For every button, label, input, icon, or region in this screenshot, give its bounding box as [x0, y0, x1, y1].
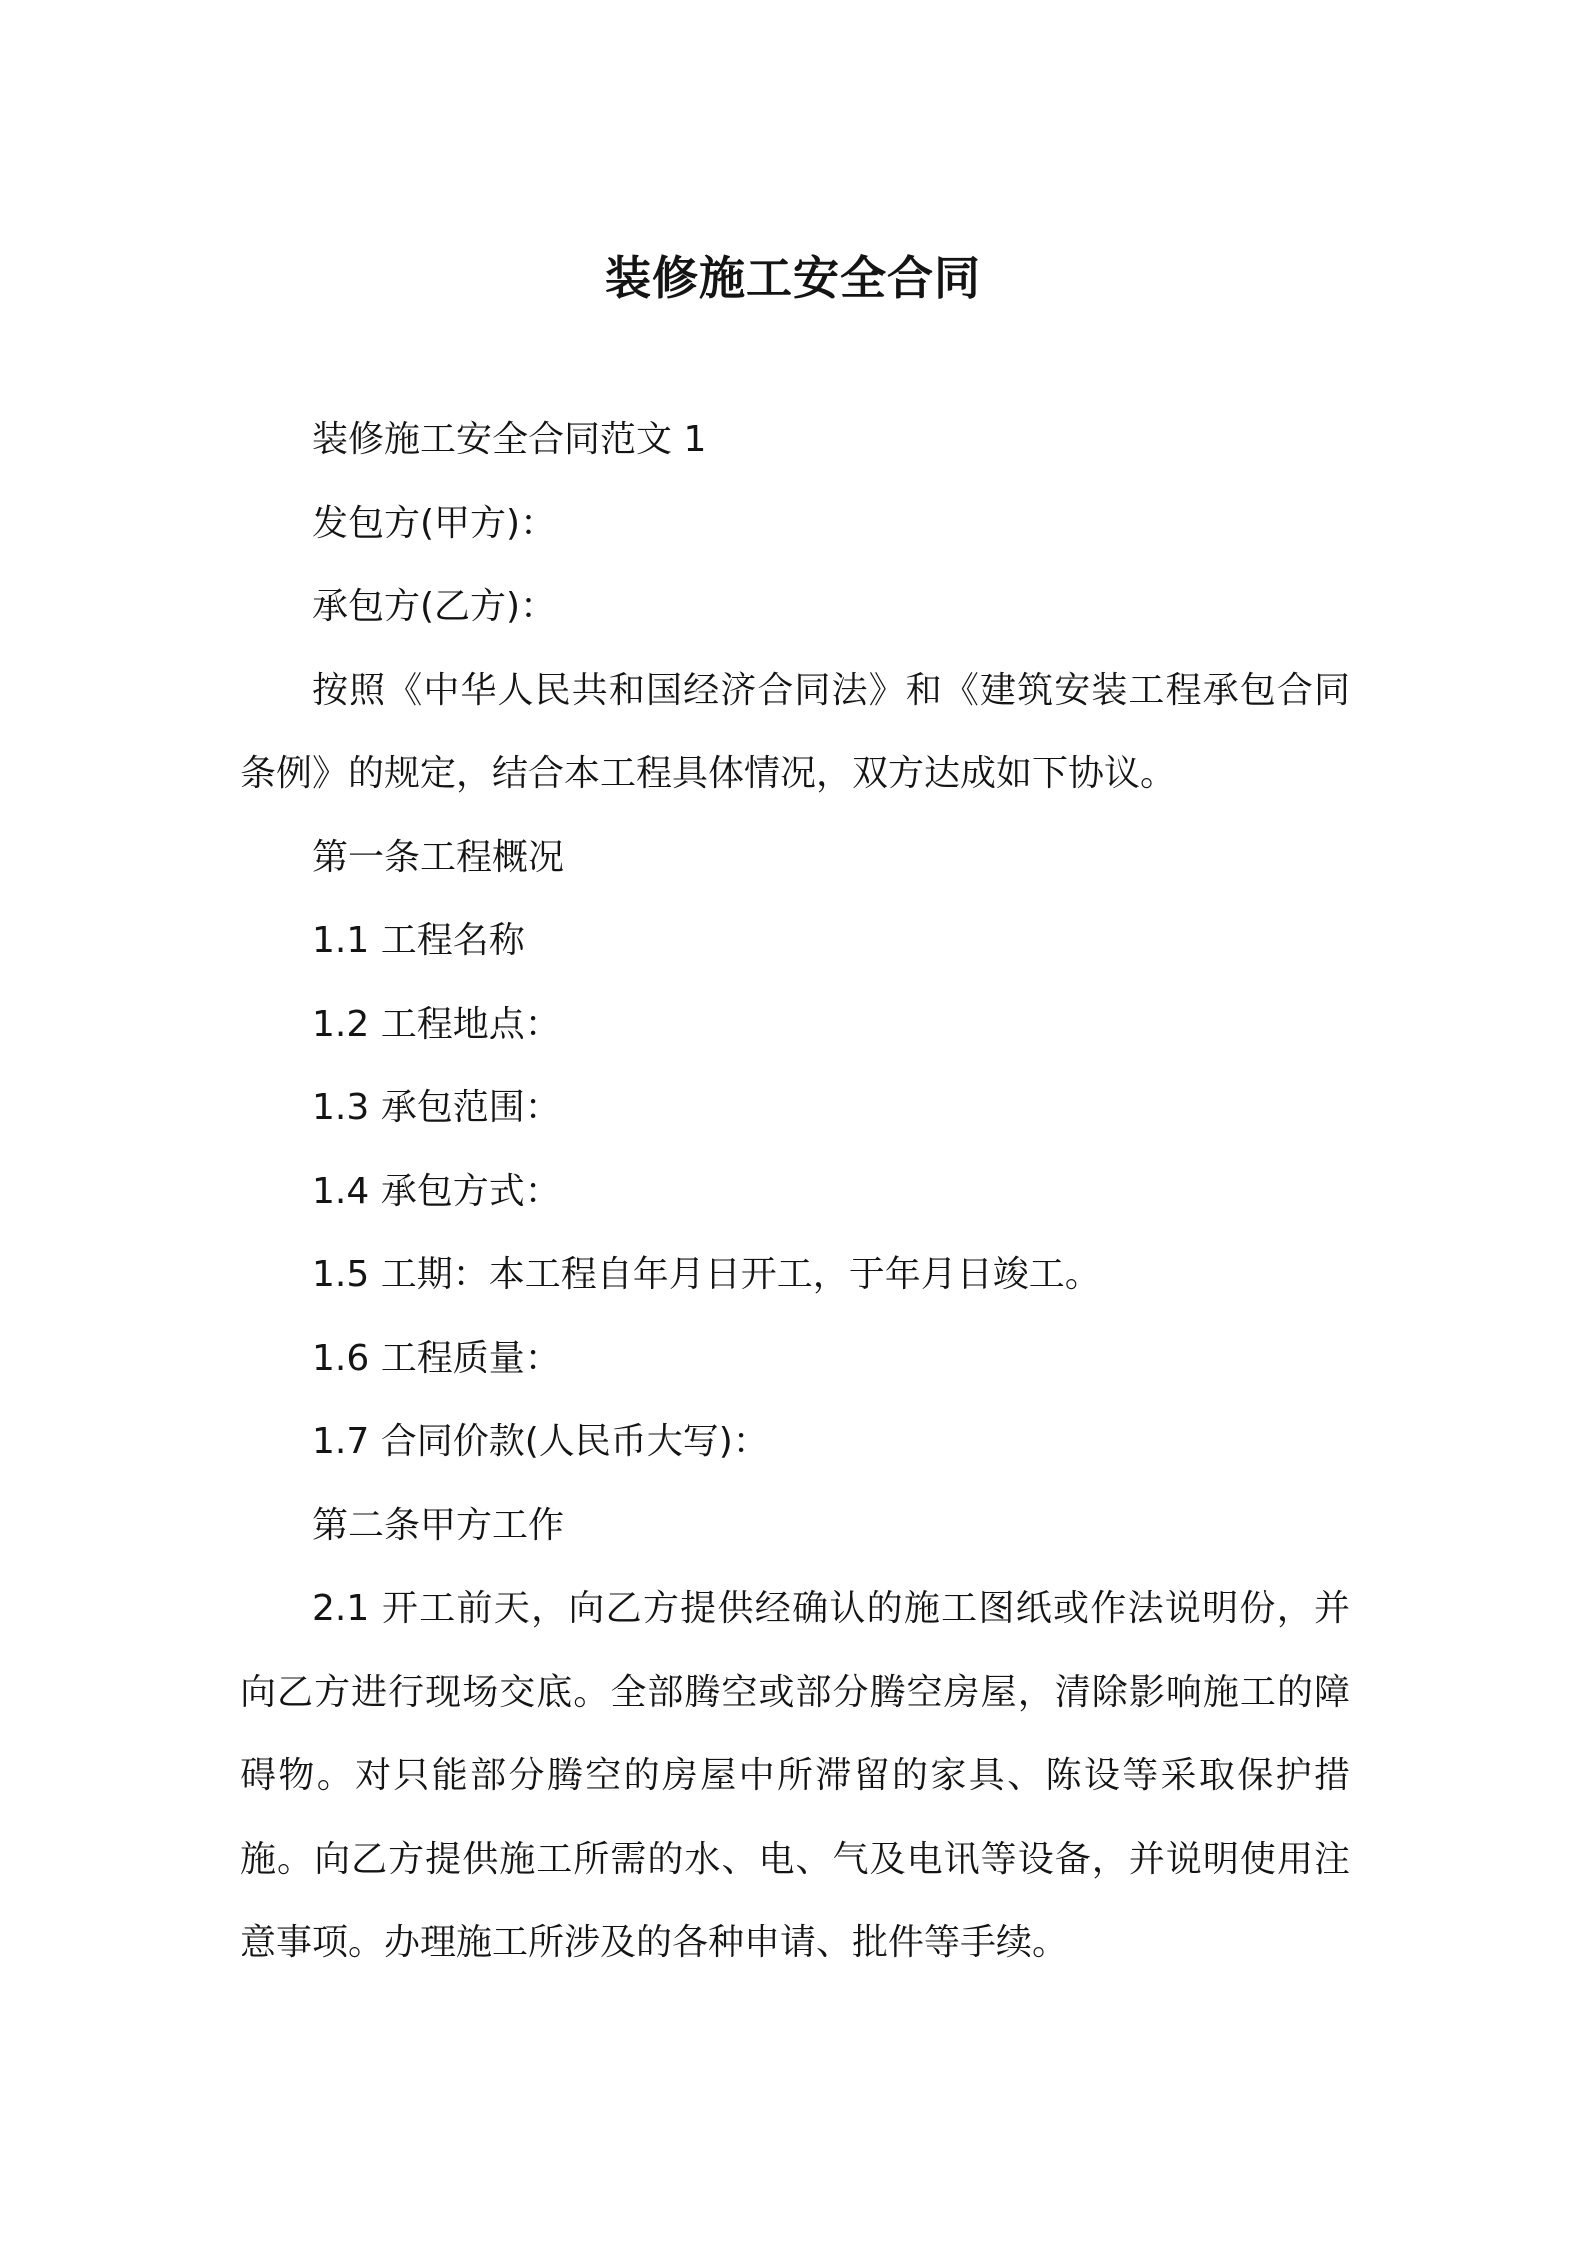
party-b-line: 承包方(乙方)：: [312, 586, 557, 627]
article-2-heading: 第二条甲方工作: [312, 1504, 565, 1546]
clause-1-1: 1.1 工程名称: [312, 920, 525, 961]
clause-1-2: 1.2 工程地点：: [312, 1003, 561, 1045]
document-body: [240, 398, 1350, 1985]
clause-1-6: 1.6 工程质量：: [312, 1337, 561, 1379]
article-1-heading: 第一条工程概况: [312, 836, 565, 878]
contract-subtitle: 装修施工安全合同范文 1: [312, 419, 707, 460]
clause-1-3: 1.3 承包范围：: [312, 1087, 561, 1128]
preamble-paragraph: 按照《中华人民共和国经济合同法》和《建筑安装工程承包合同条例》的规定，结合本工程具体情况，双方达成如下协议。: [240, 669, 1350, 794]
party-a-line: 发包方(甲方)：: [312, 502, 557, 544]
clause-2-1: 2.1 开工前天，向乙方提供经确认的施工图纸或作法说明份，并向乙方进行现场交底。全部腾空或部分腾空房屋，清除影响施工的障碍物。对只能部分腾空的房屋中所滞留的家具、陈设等采取保护措施。向乙方提供施工所需的水、电、气及电讯等设备，并说明使用注意事项。办理施工所涉及的各种申请、批件等手续。: [240, 1588, 1350, 1963]
clause-1-7: 1.7 合同价款(人民币大写)：: [312, 1421, 769, 1462]
clause-1-4: 1.4 承包方式：: [312, 1170, 561, 1212]
clause-1-5: 1.5 工期：本工程自年月日开工，于年月日竣工。: [312, 1254, 1101, 1295]
document-title: 装修施工安全合同: [605, 250, 981, 305]
